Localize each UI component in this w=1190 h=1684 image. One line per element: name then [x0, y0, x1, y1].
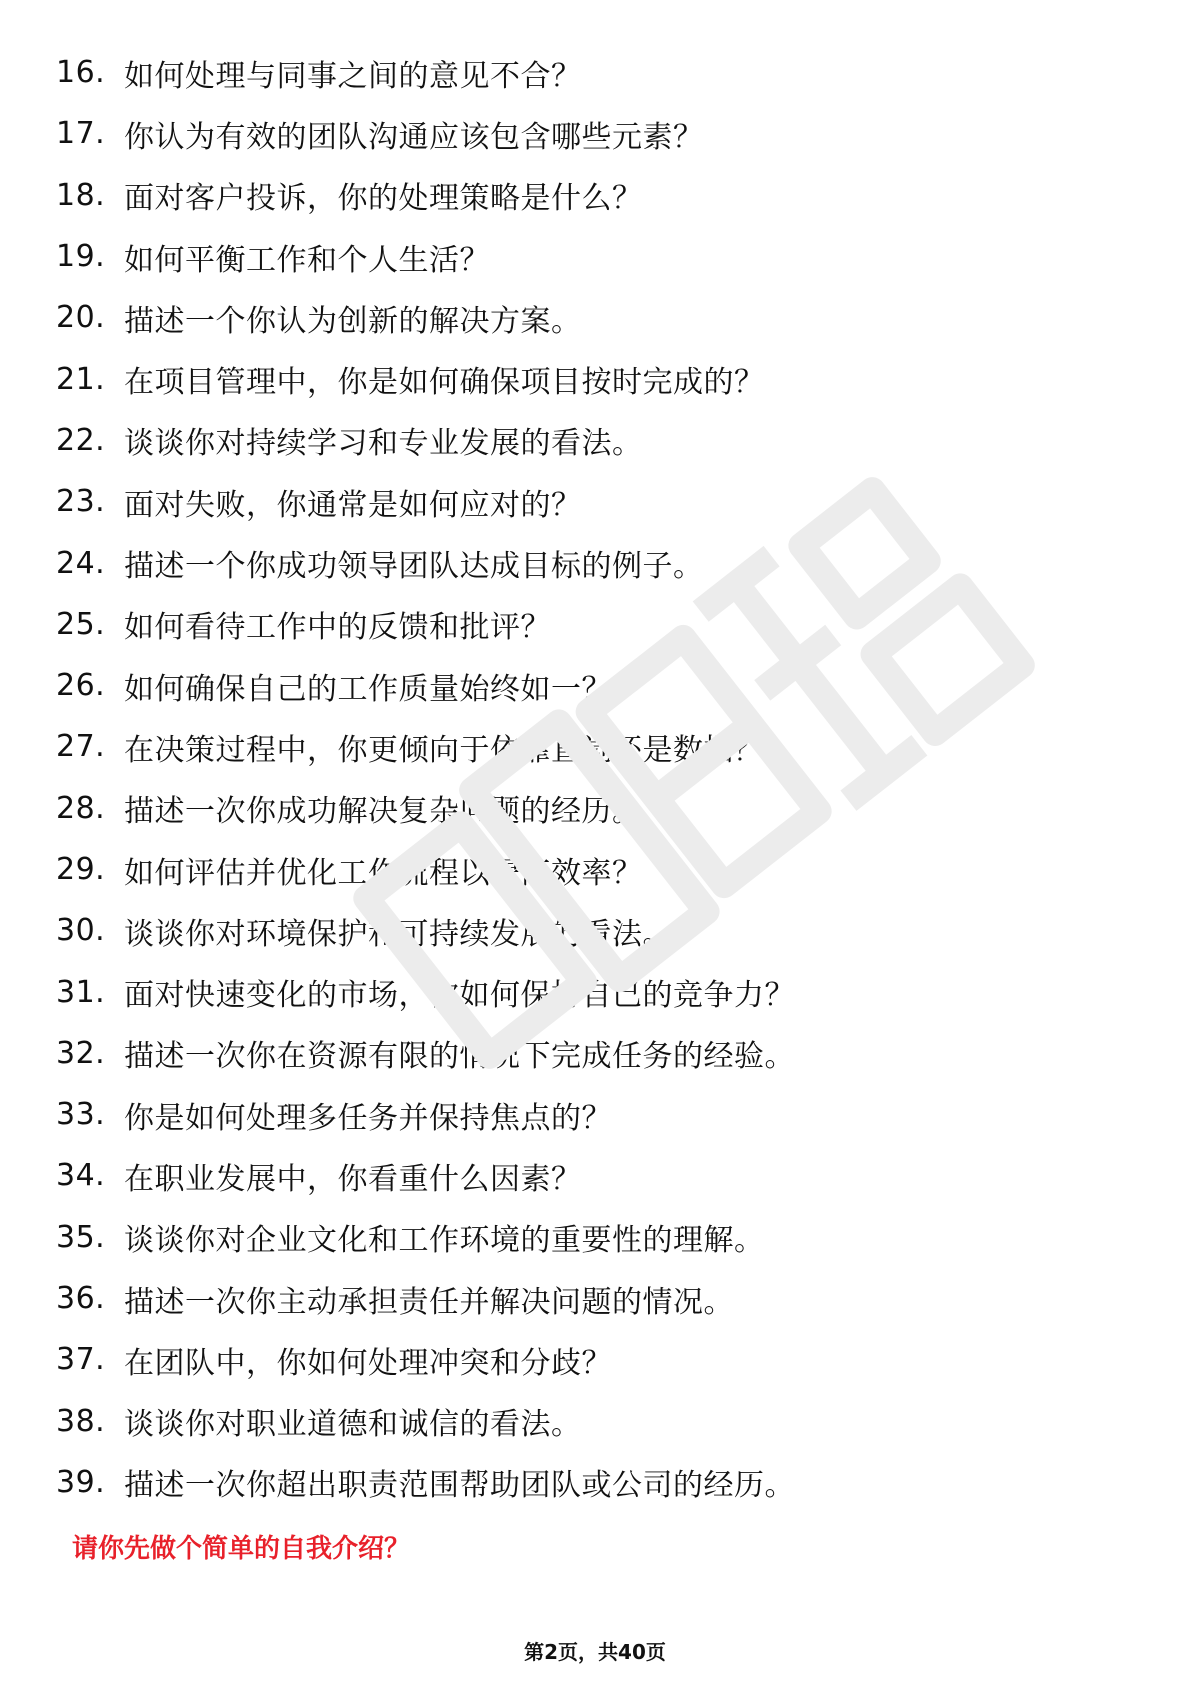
list-item: [56, 1391, 795, 1452]
list-item: [56, 900, 795, 961]
list-item: [56, 839, 795, 900]
list-item: [56, 594, 795, 655]
question-number: 22.: [56, 422, 106, 458]
list-item: [56, 1084, 795, 1145]
question-text: 谈谈你对环境保护和可持续发展的看法。: [124, 916, 673, 952]
list-item: [56, 1207, 795, 1268]
list-item: [56, 410, 795, 471]
list-item: [56, 287, 795, 348]
question-text: 面对失败，你通常是如何应对的？: [124, 487, 582, 523]
question-text: 如何处理与同事之间的意见不合？: [124, 58, 582, 94]
question-text: 描述一个你认为创新的解决方案。: [124, 303, 582, 339]
question-text: 你认为有效的团队沟通应该包含哪些元素？: [124, 119, 704, 155]
list-item: [56, 1145, 795, 1206]
list-item: [56, 778, 795, 839]
question-number: 19.: [56, 239, 106, 275]
question-number: 16.: [56, 55, 106, 91]
question-text: 如何看待工作中的反馈和批评？: [124, 610, 551, 646]
question-number: 23.: [56, 484, 106, 520]
list-item: [56, 348, 795, 409]
question-number: 30.: [56, 913, 106, 949]
question-number: 17.: [56, 116, 106, 152]
question-text: 描述一次你主动承担责任并解决问题的情况。: [124, 1284, 734, 1320]
question-text: 在项目管理中，你是如何确保项目按时完成的？: [124, 365, 765, 401]
list-item: [56, 716, 795, 777]
question-number: 24.: [56, 545, 106, 581]
question-number: 35.: [56, 1219, 106, 1255]
list-item: [56, 471, 795, 532]
question-list: [56, 42, 795, 1513]
question-number: 21.: [56, 361, 106, 397]
question-number: 36.: [56, 1281, 106, 1317]
list-item: [56, 1452, 795, 1513]
question-number: 26.: [56, 668, 106, 704]
question-number: 27.: [56, 729, 106, 765]
list-item: [56, 1023, 795, 1084]
question-number: 31.: [56, 974, 106, 1010]
question-number: 29.: [56, 852, 106, 887]
question-text: 在决策过程中，你更倾向于依靠直觉还是数据？: [124, 732, 765, 768]
question-number: 38.: [56, 1403, 106, 1439]
question-number: 18.: [56, 177, 106, 213]
list-item: [56, 961, 795, 1022]
question-text: 描述一次你成功解决复杂问题的经历。: [124, 794, 643, 830]
question-text: 在团队中，你如何处理冲突和分歧？: [124, 1345, 612, 1381]
question-text: 谈谈你对职业道德和诚信的看法。: [124, 1407, 582, 1443]
page-footer: 第2页，共40页: [524, 1640, 666, 1664]
question-text: 面对快速变化的市场，你如何保持自己的竞争力？: [124, 978, 795, 1014]
question-text: 描述一个你成功领导团队达成目标的例子。: [124, 549, 704, 585]
question-number: 20.: [56, 300, 106, 336]
list-item: [56, 226, 795, 287]
question-number: 25.: [56, 606, 106, 642]
question-text: 谈谈你对持续学习和专业发展的看法。: [124, 426, 643, 462]
question-text: 谈谈你对企业文化和工作环境的重要性的理解。: [124, 1223, 765, 1259]
question-text: 描述一次你在资源有限的情况下完成任务的经验。: [124, 1039, 795, 1075]
question-text: 你是如何处理多任务并保持焦点的？: [124, 1100, 612, 1136]
question-text: 在职业发展中，你看重什么因素？: [124, 1161, 582, 1197]
question-text: 如何平衡工作和个人生活？: [124, 242, 490, 278]
question-text: 如何确保自己的工作质量始终如一？: [124, 671, 612, 707]
question-number: 34.: [56, 1158, 106, 1194]
list-item: [56, 532, 795, 593]
question-text: 如何评估并优化工作流程以提高效率？: [124, 855, 643, 891]
question-number: 39.: [56, 1464, 106, 1500]
list-item: [56, 655, 795, 716]
question-text: 描述一次你超出职责范围帮助团队或公司的经历。: [124, 1468, 795, 1504]
list-item: [56, 103, 795, 164]
question-number: 33.: [56, 1097, 106, 1133]
list-item: [56, 42, 795, 103]
question-text: 面对客户投诉，你的处理策略是什么？: [124, 181, 643, 217]
list-item: [56, 1268, 795, 1329]
list-item: [56, 165, 795, 226]
highlight-question: 请你先做个简单的自我介绍？: [72, 1534, 411, 1564]
question-number: 28.: [56, 790, 106, 826]
list-item: [56, 1329, 795, 1390]
question-number: 37.: [56, 1342, 106, 1378]
question-number: 32.: [56, 1035, 106, 1071]
